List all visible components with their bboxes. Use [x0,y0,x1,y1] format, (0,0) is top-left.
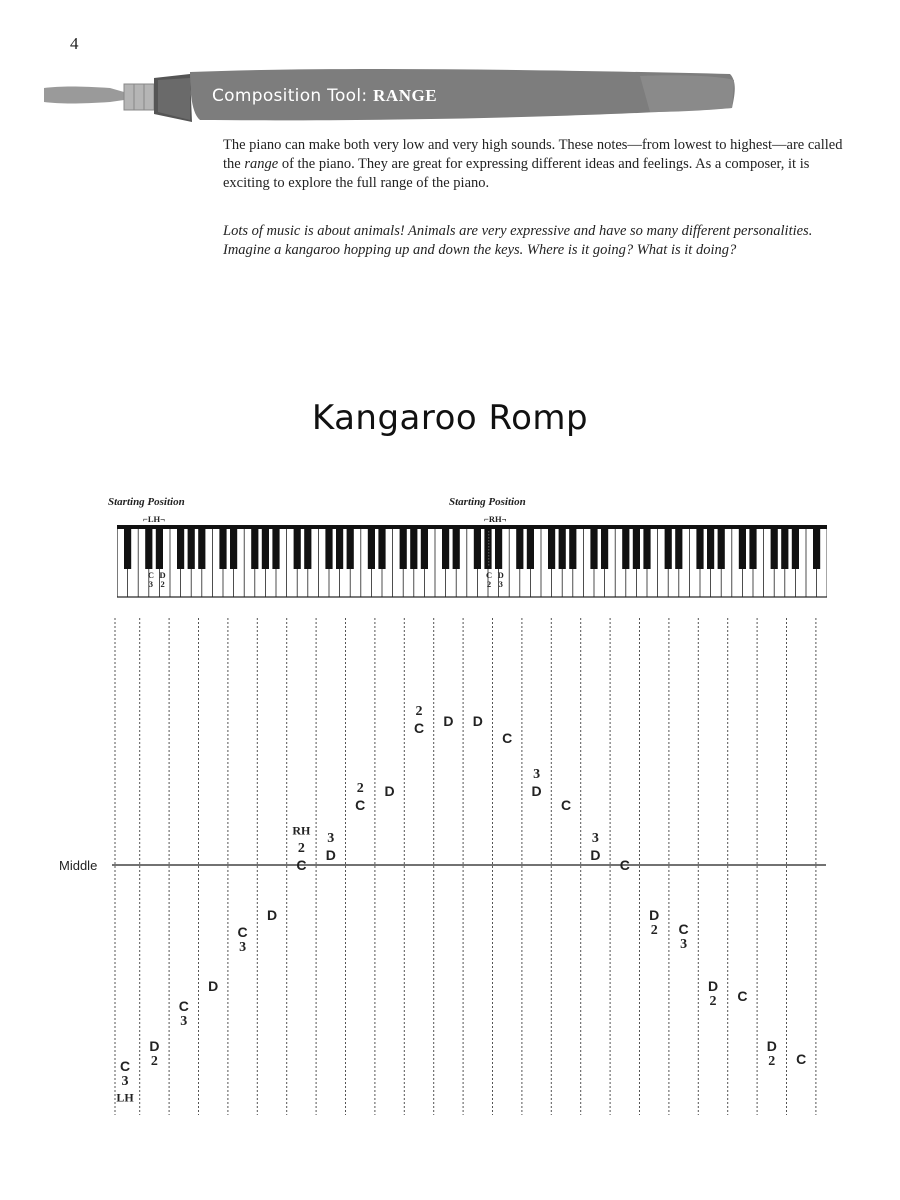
note-c: C [355,796,366,813]
finger-number: 3 [121,1074,129,1089]
right-start-label: Starting Position [449,496,526,508]
left-start-label: Starting Position [108,496,185,508]
note-c: C [119,1058,131,1074]
note-d: D [531,783,542,800]
note-c: C [619,857,630,873]
note-d: D [472,712,483,729]
finger-number: 2 [356,780,364,796]
finger-number: 3 [327,830,335,846]
note-d: D [266,907,278,924]
note-d: D [649,907,660,924]
note-d: D [443,712,454,729]
note-d: D [325,846,336,863]
intro-emphasis: range [244,156,279,172]
note-c: C [737,987,748,1004]
lh-label: LH [116,1090,134,1105]
right-hand-label: ⌐RH¬ [484,514,507,524]
song-title: Kangaroo Romp [311,398,589,438]
finger-number: 2 [650,923,658,939]
note-c: C [237,924,248,940]
left-hand-label: ⌐LH¬ [143,514,165,524]
intro-text-a: The piano can make both very low and very high sounds. These notes—from lowest to highest—are called the [223,137,843,172]
animal-paragraph: Lots of music is about animals! Animals are very expressive and have so many different personalities. Imagine a kangaroo hopping up and down the keys. Where is it going? What is it doing? [223,223,813,258]
finger-number: 3 [680,936,688,952]
note-d: D [149,1037,160,1054]
right-key-tag-d: D 3 [497,570,504,589]
note-d: D [766,1037,777,1054]
left-key-tag-d: D 2 [159,570,166,589]
finger-number: 3 [239,940,247,955]
note-c: C [413,719,425,736]
page-number: 4 [70,34,79,53]
note-d: D [384,783,395,800]
note-c: C [560,796,572,813]
finger-number: 2 [768,1053,776,1069]
finger-number: 3 [591,830,599,846]
middle-label: Middle [59,858,98,873]
finger-number: 2 [297,841,305,856]
note-c: C [178,997,189,1014]
finger-number: 2 [415,703,423,719]
note-d: D [590,846,601,863]
note-c: C [296,857,307,873]
rh-label: RH [292,823,311,838]
banner-prefix: Composition Tool: [212,86,368,106]
finger-number: 3 [533,767,541,783]
finger-number: 2 [709,993,717,1009]
note-c: C [678,920,689,937]
note-c: C [796,1051,807,1068]
banner-topic: RANGE [373,86,438,105]
note-d: D [707,977,719,994]
note-d: D [208,977,219,994]
intro-text-b: of the piano. They are great for expressing different ideas and feelings. As a composer, it is exciting to explore the full range of the piano. [223,156,810,191]
finger-number: 2 [150,1053,158,1069]
note-c: C [502,729,513,746]
left-key-tag-c: C 3 [147,570,154,589]
right-key-tag-c: C 2 [485,570,493,589]
finger-number: 3 [180,1013,188,1029]
